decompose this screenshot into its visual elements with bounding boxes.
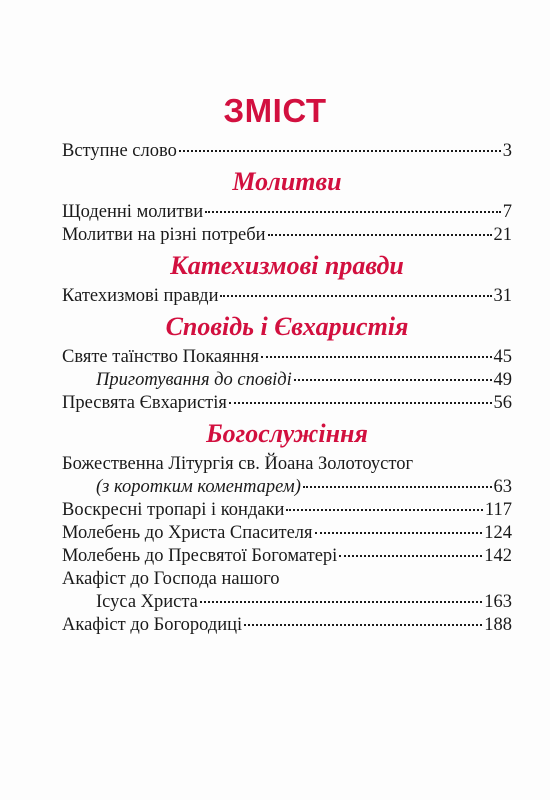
table-of-contents [62,140,512,637]
dot-leader [339,555,482,557]
toc-page-number: 117 [484,500,512,520]
toc-subentry[interactable] [62,591,512,614]
toc-entry-label: Акафіст до Богородиці [62,615,243,635]
toc-page-number: 56 [493,393,512,413]
dot-leader [294,379,492,381]
page-title: ЗМІСТ [223,92,327,129]
toc-entry[interactable] [62,201,512,224]
toc-entry-label: Пресвята Євхаристія [62,393,227,413]
toc-page-number: 63 [493,477,512,497]
dot-leader [220,295,491,297]
dot-leader [268,234,492,236]
toc-page-number: 3 [502,141,512,161]
toc-entry[interactable] [62,140,512,163]
toc-entry-label: Молебень до Христа Спасителя [62,523,313,543]
toc-page-number: 31 [493,286,512,306]
toc-entry-label: Приготування до сповіді [96,370,292,390]
section-heading: Молитви [232,167,342,196]
toc-page-number: 163 [484,592,512,612]
toc-entry-label: Воскресні тропарі і кондаки [62,500,285,520]
dot-leader [205,211,501,213]
toc-entry[interactable] [62,285,512,308]
toc-page-number: 142 [484,546,512,566]
dot-leader [286,509,482,511]
dot-leader [200,601,482,603]
dot-leader [179,150,501,152]
toc-page-number: 45 [493,347,512,367]
toc-page-number: 188 [484,615,512,635]
toc-entry-label: Молебень до Пресвятої Богоматері [62,546,338,566]
toc-entry-label: Ісуса Христа [96,592,198,612]
dot-leader [303,486,492,488]
toc-entry-label: Вступне слово [62,141,177,161]
toc-entry-label[interactable]: Божественна Літургія св. Йоана Золотоустог [62,454,414,474]
toc-entry[interactable] [62,522,512,545]
toc-subentry[interactable] [62,476,512,499]
toc-subentry[interactable] [62,369,512,392]
dot-leader [229,402,492,404]
section-heading: Сповідь і Євхаристія [165,312,409,341]
toc-entry-label: Щоденні молитви [62,202,204,222]
toc-entry[interactable] [62,224,512,247]
toc-entry[interactable] [62,346,512,369]
toc-page-number: 21 [493,225,512,245]
toc-entry-label[interactable]: Акафіст до Господа нашого [62,569,280,589]
toc-page-number: 7 [502,202,512,222]
dot-leader [244,624,482,626]
dot-leader [315,532,483,534]
section-heading: Богослужіння [206,419,368,448]
toc-entry[interactable] [62,392,512,415]
toc-entry[interactable] [62,499,512,522]
toc-entry-label: Катехизмові правди [62,286,219,306]
toc-page-number: 124 [484,523,512,543]
toc-entry-label: Святе таїнство Покаяння [62,347,259,367]
toc-entry-label: Молитви на різні потреби [62,225,266,245]
dot-leader [261,356,492,358]
toc-entry[interactable] [62,614,512,637]
toc-entry[interactable] [62,545,512,568]
toc-page-number: 49 [493,370,512,390]
section-heading: Катехизмові правди [170,251,404,280]
toc-entry-label: (з коротким коментарем) [96,477,301,497]
